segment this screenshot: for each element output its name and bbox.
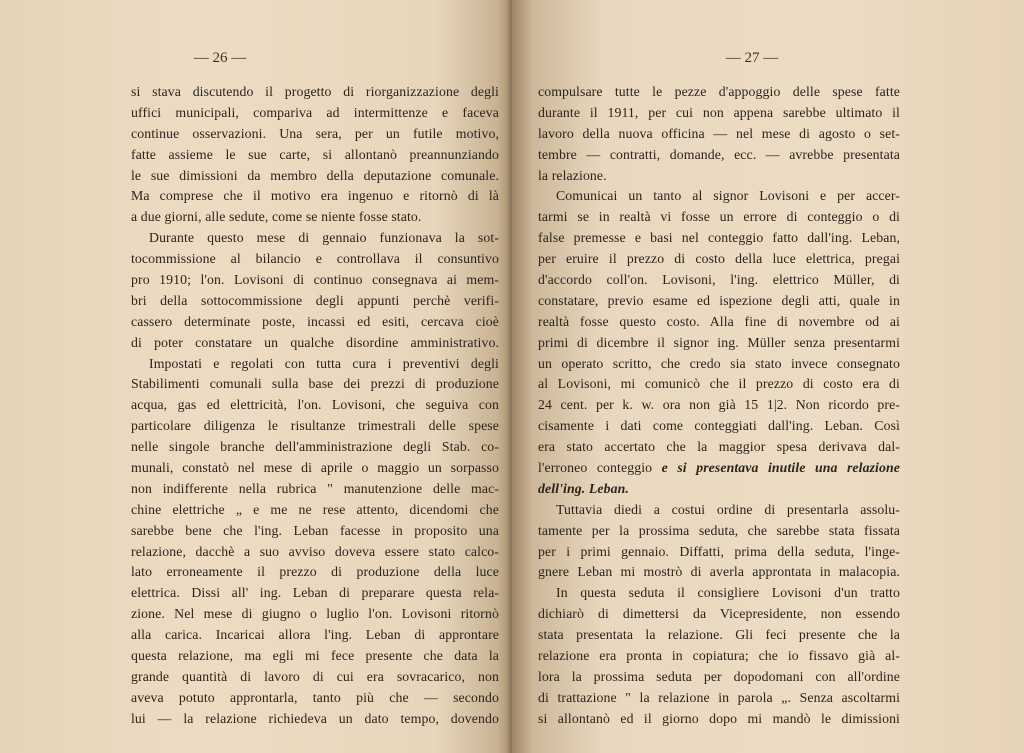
text-line: cisamente i dati come conteggiati dall'ing. Leban. Così xyxy=(538,418,900,434)
text-line: di trattazione " la relazione in parola „. Senza ascoltarmi xyxy=(538,689,900,705)
text-line: lato erroneamente il prezzo di produzione della luce xyxy=(131,564,499,580)
text-line: per i primi gennaio. Diffatti, prima della seduta, l'inge- xyxy=(538,543,900,559)
body-text xyxy=(131,82,499,730)
text-line: zione. Nel mese di giugno o luglio l'on. Lovisoni ritornò xyxy=(131,606,499,622)
text-line: acqua, gas ed elettricità, l'on. Lovisoni, che seguiva con xyxy=(131,397,499,413)
text-line: primi di dicembre il signor ing. Müller senza presentarmi xyxy=(538,334,900,350)
text-line: nelle singole branche dell'amministrazione degli Stab. co- xyxy=(131,439,499,455)
text-line: tembre — contratti, domande, ecc. — avrebbe presentata xyxy=(538,146,900,162)
text-line: d'accordo coll'on. Lovisoni, l'ing. elettrico Müller, di xyxy=(538,272,900,288)
text-line: cassero determinate poste, incassi ed esiti, cercava cioè xyxy=(131,313,499,329)
text-line: chine elettriche „ e me ne rese attento, dicendomi che xyxy=(131,501,499,517)
text-line: Stabilimenti comunali sulla base dei prezzi di produzione xyxy=(131,376,499,392)
text-line: un operato scritto, che credo sia stato invece consegnato xyxy=(538,355,900,371)
text-line: questa relazione, ma egli mi fece presente che data la xyxy=(131,648,499,664)
text-line: 24 cent. per k. w. ora non già 15 1|2. Non ricordo pre- xyxy=(538,397,900,413)
text-line: lui — la relazione richiedeva un dato tempo, dovendo xyxy=(131,710,499,726)
text-line: Impostati e regolati con tutta cura i preventivi degli xyxy=(149,355,499,371)
text-line: lora la prossima seduta per dopodomani con all'ordine xyxy=(538,668,900,684)
text-line: realtà fosse questo costo. Alla fine di novembre od ai xyxy=(538,313,900,329)
text-line: tarmi se in realtà vi fosse un errore di conteggio o di xyxy=(538,209,900,225)
text-line: era stato accertato che la maggior spesa derivava dal- xyxy=(538,439,900,455)
body-text xyxy=(538,82,900,730)
text-line: di poter constatare un qualche disordine amministrativo. xyxy=(131,334,499,350)
text-line: false premesse e basi nel conteggio fatto dall'ing. Leban, xyxy=(538,230,900,246)
text-line: tocommissione al bilancio e controllava il consuntivo xyxy=(131,251,499,267)
page-number: — 26 — xyxy=(193,50,247,66)
text-line: constatare, previo esame ed ispezione degli atti, quale in xyxy=(538,292,900,308)
right-page xyxy=(512,0,1024,753)
text-line: gnere Leban mi mostrò di averla approntata in malacopia. xyxy=(538,564,900,580)
text-line: stata presentata la relazione. Gli feci presente che la xyxy=(538,627,900,643)
text-line: relazione, dacchè a suo avviso doveva essere stato calco- xyxy=(131,543,499,559)
text-line: bri della sottocommissione degli appunti perchè verifi- xyxy=(131,292,499,308)
text-line: Durante questo mese di gennaio funzionava la sot- xyxy=(149,230,499,246)
text-line: durante il 1911, per cui non appena sarebbe ultimato il xyxy=(538,104,900,120)
text-segment: l'erroneo conteggio xyxy=(538,460,653,476)
text-line: elettrica. Dissi all' ing. Leban di preparare questa rela- xyxy=(131,585,499,601)
text-line: per eruire il prezzo di costo della luce elettrica, pregai xyxy=(538,251,900,267)
text-line: munali, constatò nel mese di aprile o maggio un sorpasso xyxy=(131,460,499,476)
text-line: relazione era pronta in copiatura; che io fissavo già al- xyxy=(538,648,900,664)
text-line: al Lovisoni, mi comunicò che il prezzo di costo era di xyxy=(538,376,900,392)
text-line: si stava discutendo il progetto di riorganizzazione degli xyxy=(131,84,499,99)
text-line: lavoro della nuova officina — nel mese di agosto o set- xyxy=(538,125,900,141)
text-line: Tuttavia diedi a costui ordine di presentarla assolu- xyxy=(556,501,900,517)
text-line: le sue dimissioni da membro della deputazione comunale. xyxy=(131,167,499,183)
text-line: Ma comprese che il motivo era ingenuo e ritornò di là xyxy=(131,188,499,204)
text-line: a due giorni, alle sedute, come se niente fosse stato. xyxy=(131,209,422,225)
text-line: fatte assieme le sue carte, si allontanò preannunziando xyxy=(131,146,499,162)
emphasis-text: dell'ing. Leban. xyxy=(538,480,629,496)
text-line: aveva potuto approntarla, tanto più che — secondo xyxy=(131,689,499,705)
text-line xyxy=(538,458,900,479)
text-line: dichiarò di dimettersi da Vicepresidente, non essendo xyxy=(538,606,900,622)
text-line: particolare diligenza le risultanze trimestrali delle spese xyxy=(131,418,499,434)
text-line: grande quantità di lavoro di cui era sovracarico, non xyxy=(131,668,499,684)
text-line: Comunicai un tanto al signor Lovisoni e per accer- xyxy=(556,188,900,204)
text-line: continue osservazioni. Una sera, per un futile motivo, xyxy=(131,125,499,141)
text-line: tamente per la prossima seduta, che sarebbe stata fissata xyxy=(538,522,900,538)
text-line: la relazione. xyxy=(538,167,607,183)
text-line: uffici municipali, compariva ad intermittenze e faceva xyxy=(131,104,499,120)
text-line: compulsare tutte le pezze d'appoggio delle spese fatte xyxy=(538,84,900,99)
text-line: alla carica. Incaricai allora l'ing. Leban di approntare xyxy=(131,627,499,643)
emphasis-text: e si presentava inutile una relazione xyxy=(661,460,900,476)
page-number: — 27 — xyxy=(725,50,779,66)
text-line xyxy=(538,479,900,500)
text-line: sarebbe bene che l'ing. Leban facesse in proposito una xyxy=(131,522,499,538)
text-line: In questa seduta il consigliere Lovisoni d'un tratto xyxy=(556,585,900,601)
text-line: non indifferente nella rubrica " manutenzione delle mac- xyxy=(131,480,499,496)
text-line: pro 1910; l'on. Lovisoni di continuo consegnava ai mem- xyxy=(131,272,499,288)
text-line: si allontanò ed il giorno dopo mi mandò le dimissioni xyxy=(538,710,900,726)
